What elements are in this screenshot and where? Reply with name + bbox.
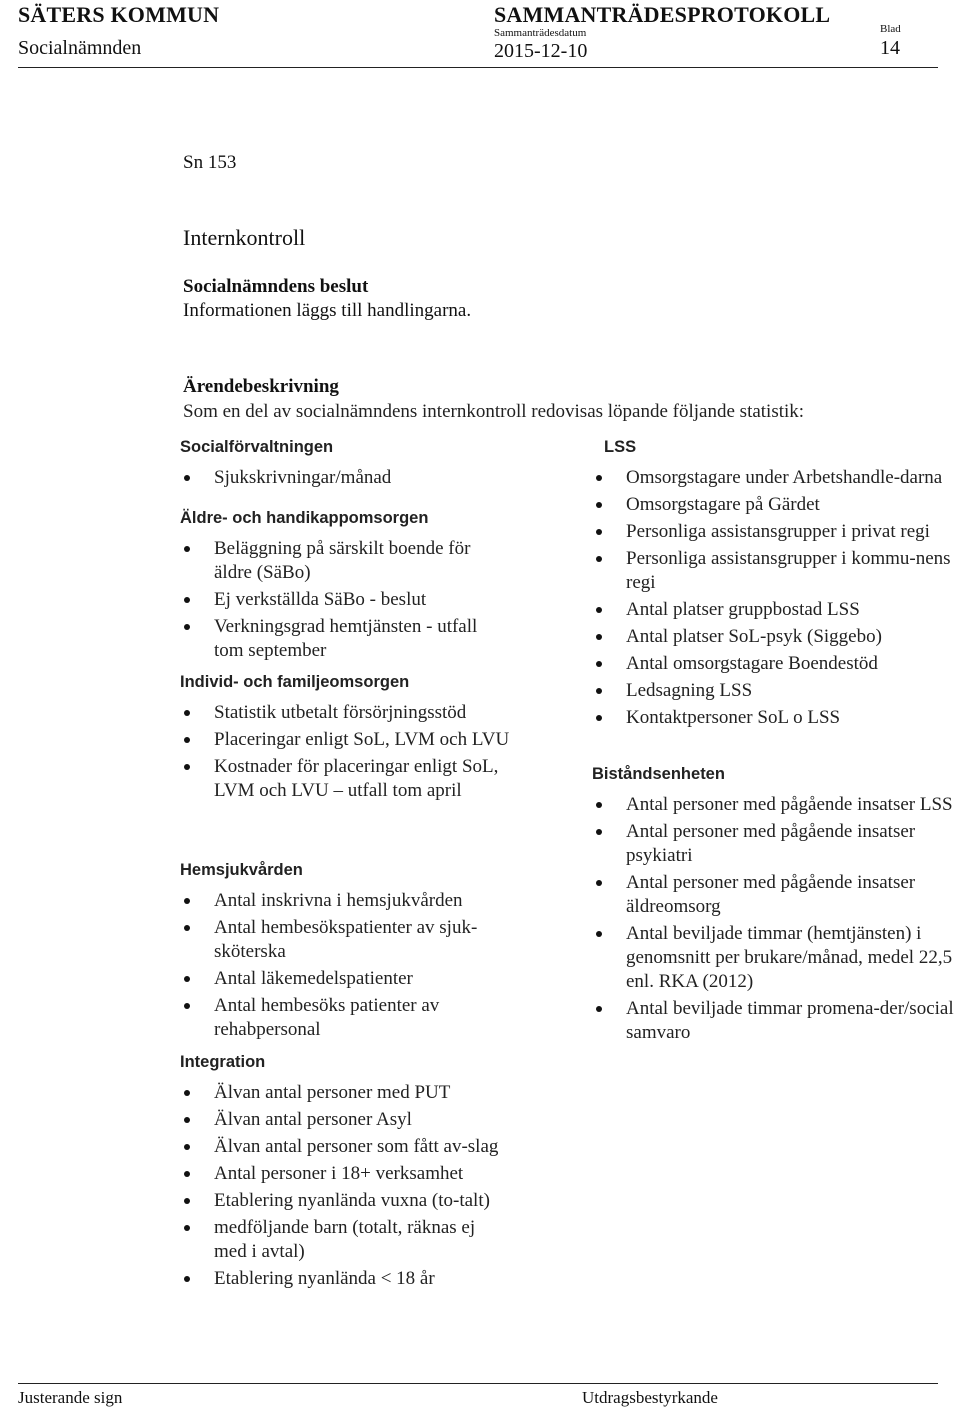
- section-lss: [592, 438, 960, 733]
- list-item: Ej verkställda SäBo - beslut: [180, 588, 510, 612]
- section-heading: Integration: [180, 1053, 266, 1071]
- list-item: Kostnader för placeringar enligt SoL, LVM och LVU – utfall tom april: [180, 755, 510, 803]
- list-item: Antal hembesöks patienter av rehabpersonal: [180, 994, 510, 1042]
- organization-name: SÄTERS KOMMUN: [18, 2, 220, 27]
- list-item: Beläggning på särskilt boende för äldre (SäBo): [180, 537, 510, 585]
- footer-rule: [18, 1383, 938, 1384]
- meeting-date: 2015-12-10: [494, 40, 588, 62]
- list-item: Personliga assistansgrupper i privat regi: [592, 520, 960, 544]
- list-item: Statistik utbetalt försörjningsstöd: [180, 701, 510, 725]
- section-individ-familj: [180, 673, 510, 806]
- page-number: 14: [880, 37, 900, 59]
- list-item: Antal platser SoL-psyk (Siggebo): [592, 625, 960, 649]
- list-item: Antal personer med pågående insatser äldreomsorg: [592, 871, 960, 919]
- list-item: Älvan antal personer som fått av-slag: [180, 1135, 510, 1159]
- committee-name: Socialnämnden: [18, 37, 142, 59]
- section-integration: [180, 1053, 510, 1294]
- footer-utdragsbestyrkande: Utdragsbestyrkande: [582, 1388, 718, 1407]
- description-heading: Ärendebeskrivning: [183, 376, 339, 397]
- list-item: Antal beviljade timmar (hemtjänsten) i genomsnitt per brukare/månad, medel 22,5 enl. RKA (2012): [592, 922, 960, 994]
- list-item: Etablering nyanlända < 18 år: [180, 1267, 510, 1291]
- list-item: Antal personer i 18+ verksamhet: [180, 1162, 510, 1186]
- decision-text: Informationen läggs till handlingarna.: [183, 300, 472, 321]
- section-heading: Hemsjukvården: [180, 861, 303, 879]
- section-heading: Biståndsenheten: [592, 765, 725, 783]
- section-socialforvaltningen: [180, 438, 510, 493]
- list-item: Antal omsorgstagare Boendestöd: [592, 652, 960, 676]
- page-label: Blad: [880, 23, 901, 35]
- section-heading: Socialförvaltningen: [180, 438, 334, 456]
- section-hemsjukvarden: [180, 861, 510, 1045]
- list-item: medföljande barn (totalt, räknas ej med i avtal): [180, 1216, 510, 1264]
- section-heading: LSS: [604, 438, 637, 456]
- list-item: Placeringar enligt SoL, LVM och LVU: [180, 728, 510, 752]
- list-item: Antal beviljade timmar promena-der/social samvaro: [592, 997, 960, 1045]
- list-item: Omsorgstagare under Arbetshandle-darna: [592, 466, 960, 490]
- decision-heading: Socialnämndens beslut: [183, 276, 369, 297]
- list-item: Antal läkemedelspatienter: [180, 967, 510, 991]
- section-heading: Individ- och familjeomsorgen: [180, 673, 410, 691]
- header-rule: [18, 67, 938, 68]
- list-item: Personliga assistansgrupper i kommu-nens regi: [592, 547, 960, 595]
- list-item: Kontaktpersoner SoL o LSS: [592, 706, 960, 730]
- list-item: Sjukskrivningar/månad: [180, 466, 510, 490]
- list-item: Antal inskrivna i hemsjukvården: [180, 889, 510, 913]
- section-bistandsenheten: [592, 765, 960, 1048]
- case-title: Internkontroll: [183, 225, 306, 250]
- list-item: Omsorgstagare på Gärdet: [592, 493, 960, 517]
- list-item: Ledsagning LSS: [592, 679, 960, 703]
- section-heading: Äldre- och handikappomsorgen: [180, 509, 429, 527]
- case-number: Sn 153: [183, 152, 237, 173]
- list-item: Antal personer med pågående insatser psykiatri: [592, 820, 960, 868]
- footer-justerande-sign: Justerande sign: [18, 1388, 123, 1407]
- document-title: SAMMANTRÄDESPROTOKOLL: [494, 2, 831, 27]
- description-text: Som en del av socialnämndens internkontroll redovisas löpande följande statistik:: [183, 401, 805, 422]
- list-item: Älvan antal personer med PUT: [180, 1081, 510, 1105]
- list-item: Antal personer med pågående insatser LSS: [592, 793, 960, 817]
- list-item: Antal hembesökspatienter av sjuk-sköterska: [180, 916, 510, 964]
- date-label: Sammanträdesdatum: [494, 27, 587, 39]
- list-item: Antal platser gruppbostad LSS: [592, 598, 960, 622]
- section-aldre-handikapp: [180, 509, 510, 666]
- list-item: Etablering nyanlända vuxna (to-talt): [180, 1189, 510, 1213]
- list-item: Verkningsgrad hemtjänsten - utfall tom september: [180, 615, 510, 663]
- list-item: Älvan antal personer Asyl: [180, 1108, 510, 1132]
